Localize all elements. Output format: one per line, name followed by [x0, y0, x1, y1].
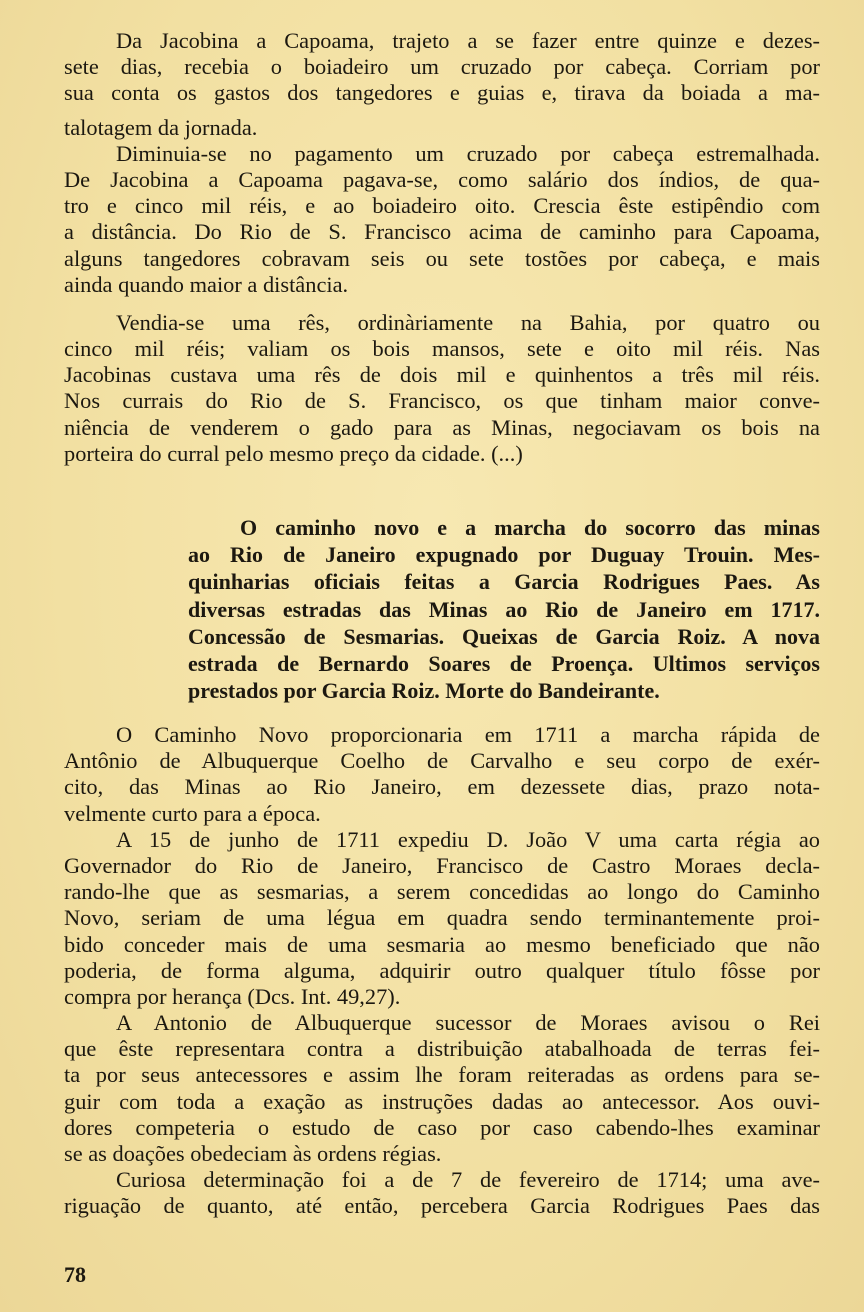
page-number: 78: [64, 1262, 86, 1287]
heading-line: estrada de Bernardo Soares de Proença. Ultimos serviços: [188, 650, 820, 676]
text-line: ainda quando maior a distância.: [64, 271, 349, 297]
text-block-bottom: [64, 722, 820, 1220]
text-line: talotagem da jornada.: [64, 114, 258, 140]
heading-line: ao Rio de Janeiro expugnado por Duguay Trouin. Mes-: [188, 542, 820, 568]
text-line: Vendia-se uma rês, ordinàriamente na Bahia, por quatro ou: [116, 309, 820, 335]
text-block-top: [64, 28, 820, 467]
text-line: Governador do Rio de Janeiro, Francisco de Castro Moraes decla-: [64, 852, 820, 878]
text-line: poderia, de forma alguma, adquirir outro qualquer título fôsse por: [64, 957, 820, 983]
paragraph: [64, 28, 820, 141]
heading-line: quinharias oficiais feitas a Garcia Rodrigues Paes. As: [188, 569, 820, 595]
text-line: porteira do curral pelo mesmo preço da cidade. (...): [64, 440, 523, 466]
text-line: riguação de quanto, até então, percebera Garcia Rodrigues Paes das: [64, 1193, 820, 1219]
text-line: cito, das Minas ao Rio Janeiro, em dezessete dias, prazo nota-: [64, 774, 820, 800]
text-line: guir com toda a exação as instruções dadas ao antecessor. Aos ouvi-: [64, 1088, 820, 1114]
text-line: Nos currais do Rio de S. Francisco, os que tinham maior conve-: [64, 388, 820, 414]
text-line: sete dias, recebia o boiadeiro um cruzado por cabeça. Corriam por: [64, 54, 820, 80]
text-line: De Jacobina a Capoama pagava-se, como salário dos índios, de qua-: [64, 166, 820, 192]
text-line: A Antonio de Albuquerque sucessor de Moraes avisou o Rei: [116, 1010, 820, 1036]
paragraph: [64, 1167, 820, 1219]
paragraph: [64, 310, 820, 467]
text-line: Jacobinas custava uma rês de dois mil e quinhentos a três mil réis.: [64, 362, 820, 388]
text-line: Antônio de Albuquerque Coelho de Carvalho e seu corpo de exér-: [64, 748, 820, 774]
heading-line: prestados por Garcia Roiz. Morte do Bandeirante.: [188, 678, 660, 704]
text-line: alguns tangedores cobravam seis ou sete tostões por cabeça, e mais: [64, 245, 820, 271]
paragraph: [64, 827, 820, 1010]
text-line: tro e cinco mil réis, e ao boiadeiro oito. Crescia êste estipêndio com: [64, 193, 820, 219]
text-line: Diminuia-se no pagamento um cruzado por cabeça estremalhada.: [116, 140, 820, 166]
text-line: A 15 de junho de 1711 expediu D. João V uma carta régia ao: [116, 826, 820, 852]
text-line: se as doações obedeciam às ordens régias.: [64, 1141, 442, 1166]
text-line: rando-lhe que as sesmarias, a serem concedidas ao longo do Caminho: [64, 879, 820, 905]
text-line: velmente curto para a época.: [64, 800, 321, 826]
text-line: bido conceder mais de uma sesmaria ao mesmo beneficiado que não: [64, 931, 820, 957]
section-heading: [188, 514, 820, 704]
text-line: Novo, seriam de uma légua em quadra sendo terminantemente proi-: [64, 905, 820, 931]
text-line: dores competeria o estudo de caso por caso cabendo-lhes examinar: [64, 1114, 820, 1140]
text-line: Curiosa determinação foi a de 7 de fevereiro de 1714; uma ave-: [116, 1167, 820, 1193]
heading-line: O caminho novo e a marcha do socorro das minas: [240, 515, 820, 540]
paragraph: [64, 1010, 820, 1167]
text-line: sua conta os gastos dos tangedores e guias e, tirava da boiada a ma-: [64, 80, 820, 106]
text-line: que êste representara contra a distribuição atabalhoada de terras fei-: [64, 1036, 820, 1062]
text-line: compra por herança (Dcs. Int. 49,27).: [64, 983, 401, 1009]
text-line: ta por seus antecessores e assim lhe foram reiteradas as ordens para se-: [64, 1062, 820, 1088]
paragraph: [64, 141, 820, 298]
text-line: cinco mil réis; valiam os bois mansos, sete e oito mil réis. Nas: [64, 336, 820, 362]
text-line: a distância. Do Rio de S. Francisco acima de caminho para Capoama,: [64, 219, 820, 245]
text-line: Da Jacobina a Capoama, trajeto a se fazer entre quinze e dezes-: [116, 28, 820, 53]
paragraph: [64, 722, 820, 827]
text-line: O Caminho Novo proporcionaria em 1711 a marcha rápida de: [116, 722, 820, 747]
heading-line: Concessão de Sesmarias. Queixas de Garcia Roiz. A nova: [188, 623, 820, 649]
text-line: niência de venderem o gado para as Minas, negociavam os bois na: [64, 414, 820, 440]
heading-line: diversas estradas das Minas ao Rio de Janeiro em 1717.: [188, 596, 820, 622]
